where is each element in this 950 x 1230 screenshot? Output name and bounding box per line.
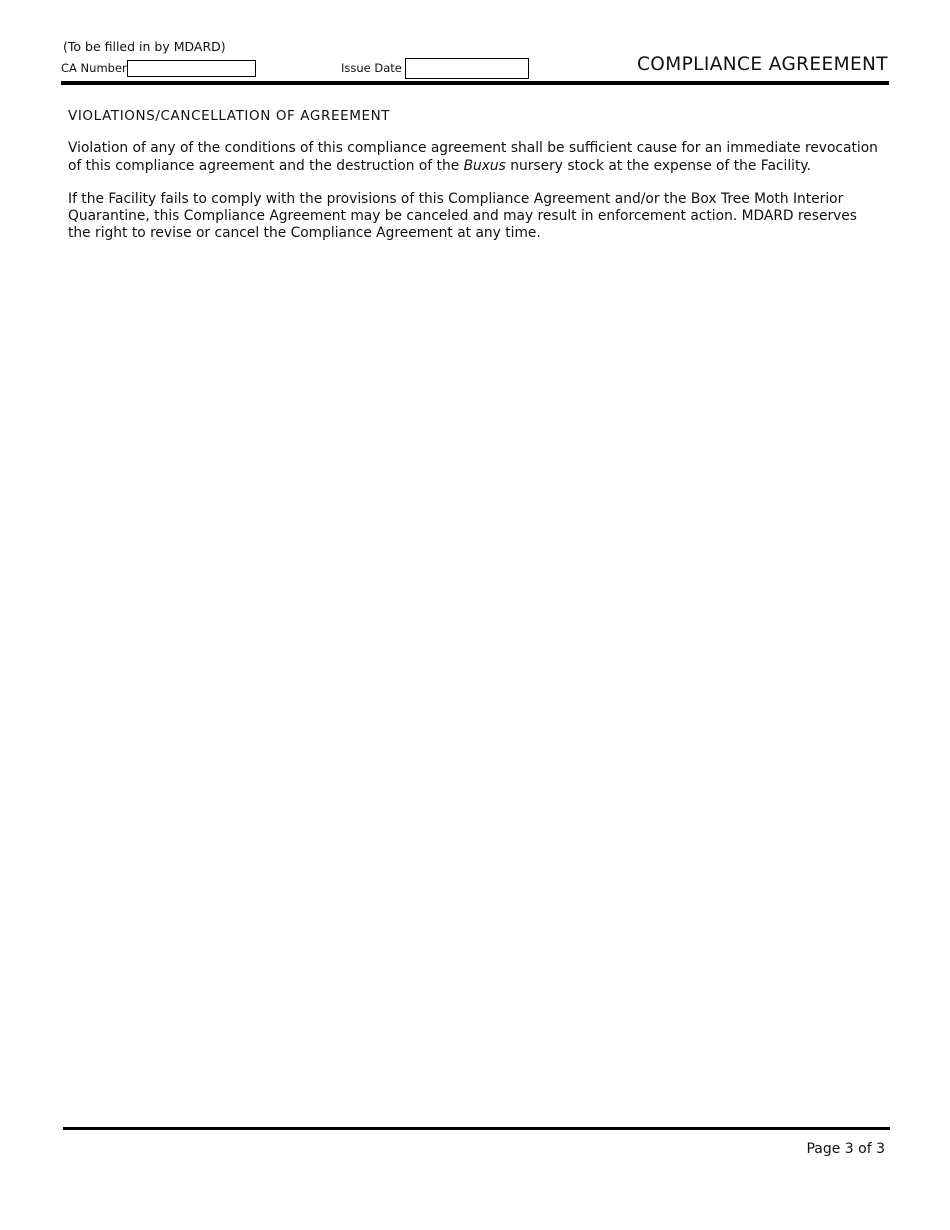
paragraph-text: nursery stock at the expense of the Facility.: [505, 157, 811, 174]
section-title: VIOLATIONS/CANCELLATION OF AGREEMENT: [68, 108, 391, 124]
filled-by-note: (To be filled in by MDARD): [63, 39, 226, 54]
ca-number-field[interactable]: [127, 60, 256, 77]
issue-date-field[interactable]: [405, 58, 529, 79]
ca-number-label: CA Number: [61, 61, 127, 75]
document-title: COMPLIANCE AGREEMENT: [636, 54, 888, 75]
footer-divider: [63, 1127, 890, 1130]
buxus-term: Buxus: [463, 157, 506, 174]
paragraph-text: Violation of any of the conditions of this compliance agreement shall be sufficient cause for an immediate revocation of this compliance agreement and the destruction of the: [68, 140, 878, 174]
cancellation-paragraph: If the Facility fails to comply with the provisions of this Compliance Agreement and/or the Box Tree Moth Interior Quarantine, this Compliance Agreement may be canceled and may result in enforcement action. MDARD reserves the right to revise or cancel the Compliance Agreement at any time.: [68, 191, 857, 241]
revocation-paragraph: [68, 140, 878, 175]
header-divider: [61, 81, 889, 85]
page-number: Page 3 of 3: [806, 1141, 885, 1157]
issue-date-label: Issue Date: [341, 61, 402, 75]
